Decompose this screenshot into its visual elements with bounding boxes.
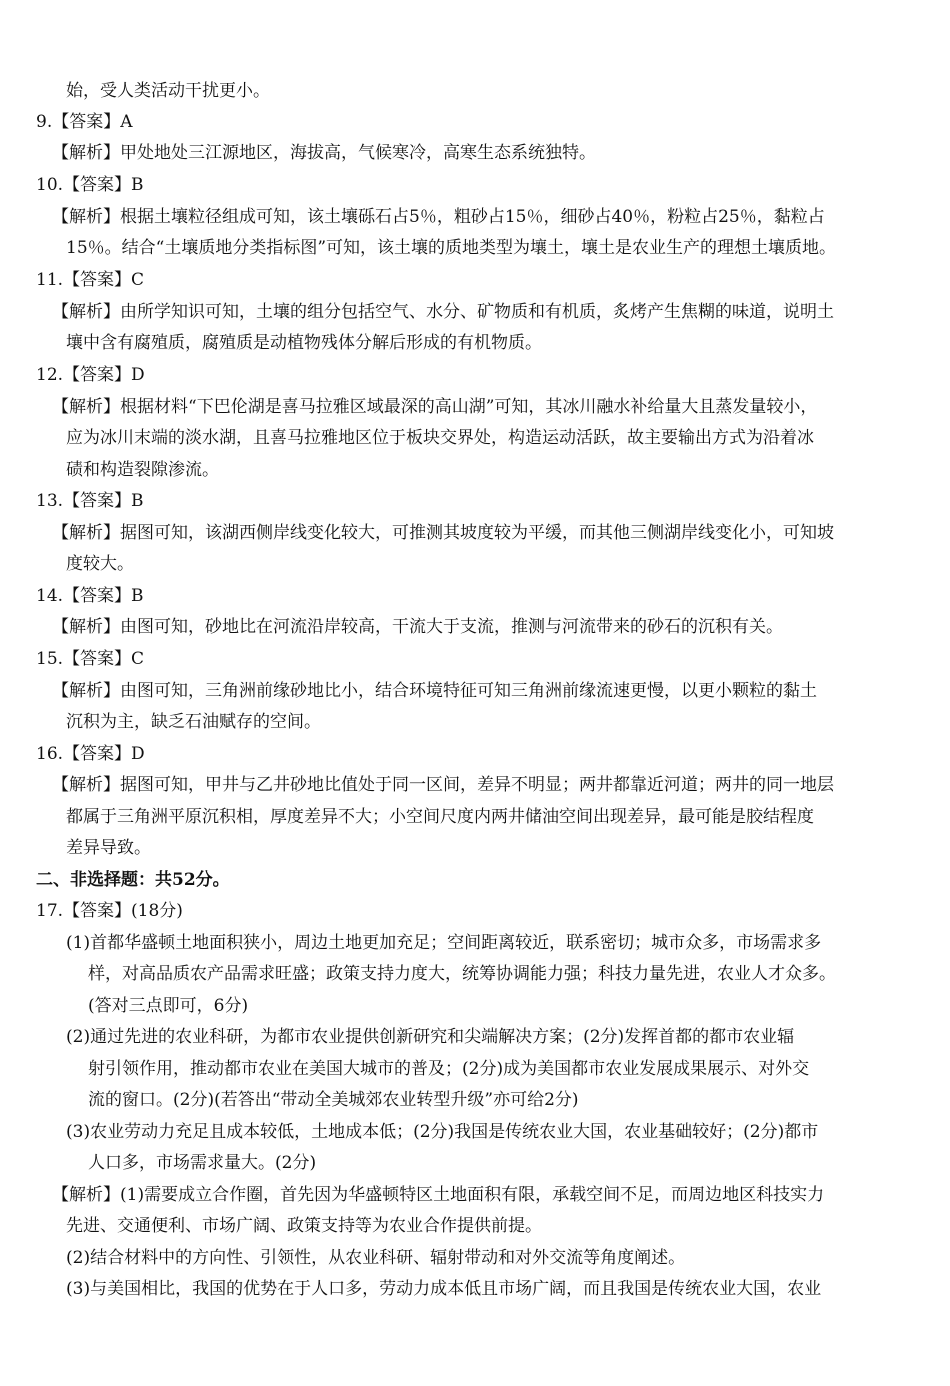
text-line: 壤中含有腐殖质，腐殖质是动植物残体分解后形成的有机物质。 (66, 333, 542, 353)
answer-line: 16.【答案】D (36, 744, 145, 764)
analysis-line: 【解析】根据材料“下巴伦湖是喜马拉雅区域最深的高山湖”可知，其冰川融水补给量大且蒸发量较小， (52, 397, 818, 417)
text-line: 沉积为主，缺乏石油赋存的空间。 (66, 712, 321, 732)
analysis-line: 【解析】根据土壤粒径组成可知，该土壤砾石占5％，粗砂占15％，细砂占40％，粉粒占25％，黏粒占 (52, 207, 825, 227)
answer-line: 11.【答案】C (36, 270, 145, 290)
text-line: (答对三点即可，6分) (88, 996, 249, 1016)
text-line: 都属于三角洲平原沉积相，厚度差异不大；小空间尺度内两井储油空间出现差异，最可能是胶结程度 (66, 807, 814, 827)
text-line: 应为冰川末端的淡水湖，且喜马拉雅地区位于板块交界处，构造运动活跃，故主要输出方式为沿着冰 (66, 428, 814, 448)
text-line: 15％。结合“土壤质地分类指标图”可知，该土壤的质地类型为壤土，壤土是农业生产的理想土壤质地。 (66, 238, 837, 258)
answer-line: 15.【答案】C (36, 649, 145, 669)
analysis-line: 【解析】由图可知，三角洲前缘砂地比小，结合环境特征可知三角洲前缘流速更慢，以更小颗粒的黏土 (52, 681, 817, 701)
analysis-line: 【解析】由所学知识可知，土壤的组分包括空气、水分、矿物质和有机质，炙烤产生焦糊的味道，说明土 (52, 302, 834, 322)
answer-line: 10.【答案】B (36, 175, 144, 195)
text-line: 流的窗口。(2分)(若答出“带动全美城郊农业转型升级”亦可给2分) (88, 1090, 579, 1110)
text-line: 碛和构造裂隙渗流。 (66, 460, 219, 480)
text-line: 度较大。 (66, 554, 134, 574)
answer-line: 13.【答案】B (36, 491, 144, 511)
text-line: (2)结合材料中的方向性、引领性，从农业科研、辐射带动和对外交流等角度阐述。 (66, 1248, 686, 1268)
answer-line: 14.【答案】B (36, 586, 144, 606)
analysis-line: 【解析】由图可知，砂地比在河流沿岸较高，干流大于支流，推测与河流带来的砂石的沉积有关。 (52, 617, 783, 637)
analysis-line: 【解析】据图可知，该湖西侧岸线变化较大，可推测其坡度较为平缓，而其他三侧湖岸线变化小，可知坡 (52, 523, 834, 543)
text-line: 射引领作用，推动都市农业在美国大城市的普及；(2分)成为美国都市农业发展成果展示、对外交 (88, 1059, 810, 1079)
text-line: 样，对高品质农产品需求旺盛；政策支持力度大，统筹协调能力强；科技力量先进，农业人才众多。 (88, 964, 836, 984)
text-line: (3)农业劳动力充足且成本较低，土地成本低；(2分)我国是传统农业大国，农业基础较好；(2分)都市 (66, 1122, 819, 1142)
text-line: 差异导致。 (66, 838, 151, 858)
text-line: (1)首都华盛顿土地面积狭小，周边土地更加充足；空间距离较近，联系密切；城市众多，市场需求多 (66, 933, 822, 953)
analysis-line: 【解析】据图可知，甲井与乙井砂地比值处于同一区间，差异不明显；两井都靠近河道；两井的同一地层 (52, 775, 834, 795)
analysis-line: 【解析】甲处地处三江源地区，海拔高，气候寒冷，高寒生态系统独特。 (52, 143, 596, 163)
text-line: 先进、交通便利、市场广阔、政策支持等为农业合作提供前提。 (66, 1216, 542, 1236)
answer-line: 17.【答案】(18分) (36, 901, 183, 921)
section-heading: 二、非选择题：共52分。 (36, 870, 230, 890)
text-line: (3)与美国相比，我国的优势在于人口多，劳动力成本低且市场广阔，而且我国是传统农业大国，农业 (66, 1279, 822, 1299)
answer-line: 9.【答案】A (36, 112, 133, 132)
analysis-line: 【解析】(1)需要成立合作圈，首先因为华盛顿特区土地面积有限，承载空间不足，而周边地区科技实力 (52, 1185, 825, 1205)
text-line: 人口多，市场需求量大。(2分) (88, 1153, 317, 1173)
text-line: (2)通过先进的农业科研，为都市农业提供创新研究和尖端解决方案；(2分)发挥首都的都市农业辐 (66, 1027, 795, 1047)
answer-line: 12.【答案】D (36, 365, 145, 385)
text-line: 始，受人类活动干扰更小。 (66, 81, 270, 101)
